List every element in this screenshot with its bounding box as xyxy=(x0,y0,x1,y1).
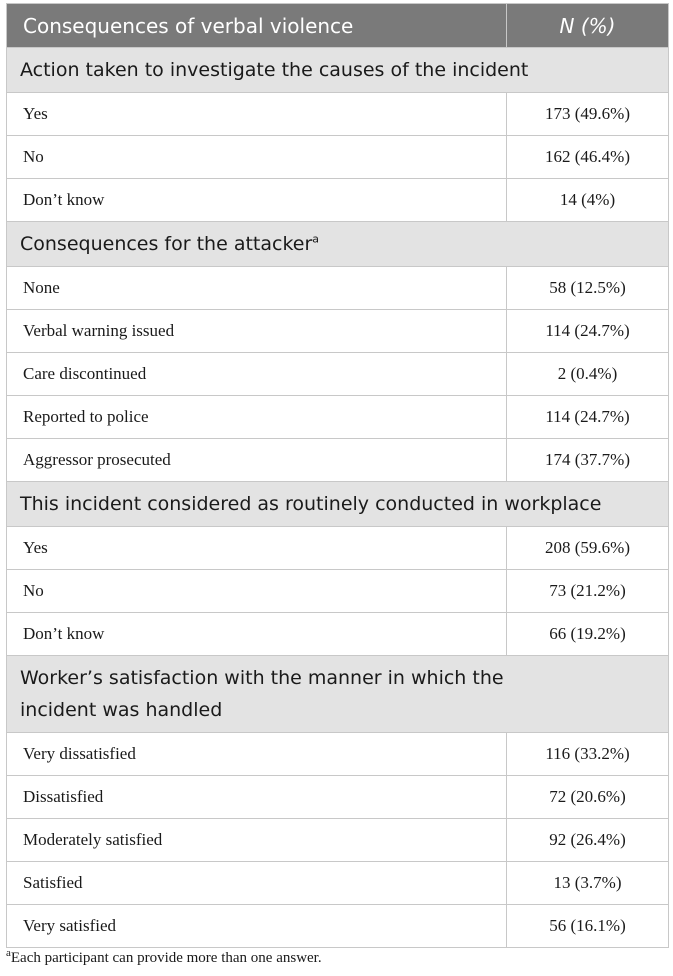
row-label: Aggressor prosecuted xyxy=(7,439,507,482)
row-value: 56 (16.1%) xyxy=(507,905,669,948)
row-value: 66 (19.2%) xyxy=(507,613,669,656)
results-table xyxy=(6,3,669,948)
header-consequences: Consequences of verbal violence xyxy=(7,4,507,48)
row-label: Don’t know xyxy=(7,179,507,222)
section-header-row xyxy=(7,222,669,267)
row-label: Dissatisfied xyxy=(7,776,507,819)
table-header-row xyxy=(7,4,669,48)
row-value: 173 (49.6%) xyxy=(507,93,669,136)
row-label: Care discontinued xyxy=(7,353,507,396)
row-label: Very dissatisfied xyxy=(7,733,507,776)
row-label: Reported to police xyxy=(7,396,507,439)
section-title: Worker’s satisfaction with the manner in which the incident was handled xyxy=(7,656,669,733)
section-title: Consequences for the attacker$^a$ xyxy=(7,222,669,267)
row-label: No xyxy=(7,136,507,179)
table-row xyxy=(7,819,669,862)
row-value: 114 (24.7%) xyxy=(507,396,669,439)
row-value: 116 (33.2%) xyxy=(507,733,669,776)
section-title: Action taken to investigate the causes of the incident xyxy=(7,48,669,93)
table-row xyxy=(7,353,669,396)
row-value: 2 (0.4%) xyxy=(507,353,669,396)
row-label: Don’t know xyxy=(7,613,507,656)
footnote-marker: a xyxy=(6,947,11,959)
table-row xyxy=(7,267,669,310)
row-value: 162 (46.4%) xyxy=(507,136,669,179)
row-value: 72 (20.6%) xyxy=(507,776,669,819)
table-row xyxy=(7,733,669,776)
row-value: 13 (3.7%) xyxy=(507,862,669,905)
section-title: This incident considered as routinely conducted in workplace xyxy=(7,482,669,527)
table-row xyxy=(7,862,669,905)
header-n-percent: N (%) xyxy=(507,4,669,48)
section-header-row xyxy=(7,482,669,527)
row-label: Verbal warning issued xyxy=(7,310,507,353)
table-row xyxy=(7,136,669,179)
table-row xyxy=(7,439,669,482)
row-label: None xyxy=(7,267,507,310)
table-row xyxy=(7,396,669,439)
row-label: Very satisfied xyxy=(7,905,507,948)
row-value: 14 (4%) xyxy=(507,179,669,222)
row-value: 208 (59.6%) xyxy=(507,527,669,570)
row-label: Moderately satisfied xyxy=(7,819,507,862)
row-value: 174 (37.7%) xyxy=(507,439,669,482)
row-label: Yes xyxy=(7,93,507,136)
row-label: Yes xyxy=(7,527,507,570)
table-row xyxy=(7,527,669,570)
table-row xyxy=(7,310,669,353)
table-row xyxy=(7,570,669,613)
row-value: 58 (12.5%) xyxy=(507,267,669,310)
row-value: 92 (26.4%) xyxy=(507,819,669,862)
footnote-text: Each participant can provide more than one answer. xyxy=(10,950,322,966)
table-row xyxy=(7,613,669,656)
row-label: No xyxy=(7,570,507,613)
table-footnote xyxy=(6,947,322,967)
table-row xyxy=(7,93,669,136)
section-header-row xyxy=(7,656,669,733)
row-value: 73 (21.2%) xyxy=(507,570,669,613)
row-value: 114 (24.7%) xyxy=(507,310,669,353)
row-label: Satisfied xyxy=(7,862,507,905)
table-row xyxy=(7,179,669,222)
footnote-marker: a xyxy=(312,232,320,246)
table-row xyxy=(7,905,669,948)
section-header-row xyxy=(7,48,669,93)
table-row xyxy=(7,776,669,819)
